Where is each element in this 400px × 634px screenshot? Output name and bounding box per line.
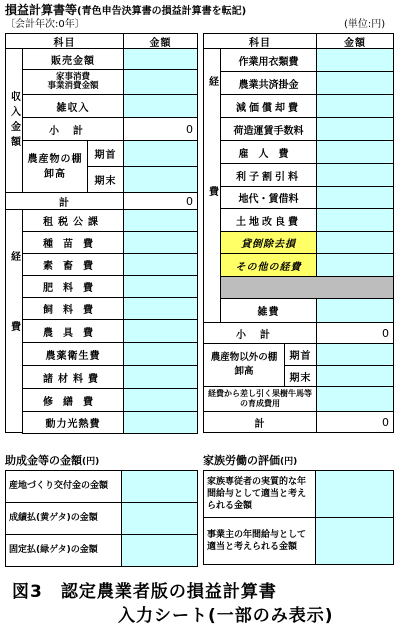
left-col-amount: 金額 bbox=[123, 33, 198, 49]
owner-wage-label: 事業主の年間給与として適当と考えられる金額 bbox=[203, 517, 316, 565]
left-expense-label: 諸材料費 bbox=[22, 365, 124, 389]
revenue-group-label: 収入金額 bbox=[5, 48, 23, 193]
right-expense-label: 減価償却費 bbox=[220, 94, 317, 118]
family-labor-title-text: 家族労働の評価 bbox=[203, 454, 280, 467]
left-expense-input[interactable] bbox=[123, 365, 198, 389]
misc-expense-input[interactable] bbox=[316, 298, 394, 323]
doc-title-main: 損益計算書等 bbox=[5, 3, 78, 17]
right-expense-label: 作業用衣類費 bbox=[220, 48, 317, 72]
right-expense-label: 土地改良費 bbox=[220, 208, 317, 232]
nonfarm-inv-end-label: 期末 bbox=[284, 365, 317, 387]
left-expense-label: 租税公課 bbox=[22, 209, 124, 232]
family-labor-unit: (円) bbox=[280, 457, 298, 467]
orchard-livestock-deduction-label: 経費から差し引く果樹牛馬等の育成費用 bbox=[203, 386, 317, 412]
left-expense-input[interactable] bbox=[123, 342, 198, 366]
sales-label: 販売金額 bbox=[22, 48, 124, 70]
farm-inventory-label: 農産物の棚卸高 bbox=[22, 140, 88, 193]
left-total-label: 計 bbox=[5, 192, 124, 210]
other-expense-label: その他の経費 bbox=[220, 253, 317, 277]
family-worker-wage-input[interactable] bbox=[315, 470, 394, 518]
left-expense-label: 動力光熱費 bbox=[22, 411, 124, 434]
left-expense-label: 種苗費 bbox=[22, 231, 124, 254]
left-expense-input[interactable] bbox=[123, 297, 198, 320]
household-line2: 事業消費金額 bbox=[47, 81, 99, 91]
right-expense-label: 荷造運賃手数料 bbox=[220, 117, 317, 141]
farm-inv-end-input[interactable] bbox=[123, 166, 198, 193]
fiscal-year: 〔会計年次:0年〕 bbox=[5, 19, 85, 30]
left-expense-label: 肥料費 bbox=[22, 275, 124, 298]
subsidy-label: 成績払(黄ゲタ)の金額 bbox=[5, 502, 122, 535]
nonfarm-inventory-label: 農産物以外の棚卸高 bbox=[203, 343, 285, 387]
right-expense-input[interactable] bbox=[316, 94, 394, 118]
left-expense-input[interactable] bbox=[123, 275, 198, 298]
left-expense-input[interactable] bbox=[123, 253, 198, 276]
left-expense-input[interactable] bbox=[123, 411, 198, 434]
left-expense-input[interactable] bbox=[123, 231, 198, 254]
figure-caption-line2: 入力シート(一部のみ表示) bbox=[118, 606, 334, 626]
right-total-label: 計 bbox=[203, 411, 317, 433]
right-expense-input[interactable] bbox=[316, 117, 394, 141]
right-expense-label: 地代・賃借料 bbox=[220, 186, 317, 209]
left-expense-label: 素畜費 bbox=[22, 253, 124, 276]
left-expense-input[interactable] bbox=[123, 388, 198, 412]
family-labor-title bbox=[203, 455, 297, 467]
left-subtotal-value: 0 bbox=[123, 117, 198, 141]
right-subtotal-value: 0 bbox=[316, 322, 394, 344]
right-expense-label: 雇人費 bbox=[220, 140, 317, 164]
right-subtotal-label: 小計 bbox=[203, 322, 317, 344]
subsidy-title bbox=[5, 455, 99, 467]
left-expense-group-label: 経費 bbox=[5, 209, 23, 433]
left-expense-input[interactable] bbox=[123, 319, 198, 343]
right-expense-input[interactable] bbox=[316, 186, 394, 209]
unit-label: (単位:円) bbox=[344, 19, 386, 30]
right-expense-input[interactable] bbox=[316, 71, 394, 95]
farm-inv-start-label: 期首 bbox=[87, 140, 124, 167]
figure-caption-line1: 図3 認定農業者版の損益計算書 bbox=[12, 582, 277, 602]
right-expense-label: 利子割引料 bbox=[220, 163, 317, 187]
disabled-row bbox=[220, 276, 394, 299]
subsidy-input[interactable] bbox=[121, 470, 198, 503]
misc-income-input[interactable] bbox=[123, 94, 198, 118]
right-expense-input[interactable] bbox=[316, 163, 394, 187]
household-consumption-label bbox=[22, 69, 124, 95]
right-expense-group-label: 経費 bbox=[203, 48, 221, 323]
bad-debt-label: 貸倒除去損 bbox=[220, 231, 317, 254]
doc-title-note: (青色申告決算書の損益計算書を転記) bbox=[77, 6, 247, 17]
nonfarm-inv-start-label: 期首 bbox=[284, 343, 317, 366]
left-expense-label: 農薬衛生費 bbox=[22, 342, 124, 366]
misc-income-label: 雑収入 bbox=[22, 94, 124, 118]
left-subtotal-label: 小計 bbox=[22, 117, 124, 141]
left-expense-label: 農具費 bbox=[22, 319, 124, 343]
subsidy-input[interactable] bbox=[121, 502, 198, 535]
misc-expense-label: 雑費 bbox=[220, 298, 317, 323]
right-col-item: 科目 bbox=[203, 33, 317, 49]
right-expense-input[interactable] bbox=[316, 140, 394, 164]
nonfarm-inv-end-input[interactable] bbox=[316, 365, 394, 387]
right-expense-label: 農業共済掛金 bbox=[220, 71, 317, 95]
family-worker-wage-label: 家族専従者の実質的な年間給与として適当と考えられる金額 bbox=[203, 470, 316, 518]
right-expense-input[interactable] bbox=[316, 208, 394, 232]
left-total-value: 0 bbox=[123, 192, 198, 210]
right-total-value: 0 bbox=[316, 411, 394, 433]
left-expense-label: 修繕費 bbox=[22, 388, 124, 412]
subsidy-unit: (円) bbox=[82, 457, 100, 467]
bad-debt-input[interactable] bbox=[316, 231, 394, 254]
left-col-item: 科目 bbox=[5, 33, 124, 49]
nonfarm-inv-start-input[interactable] bbox=[316, 343, 394, 366]
subsidy-label: 固定払(緑ゲタ)の金額 bbox=[5, 534, 122, 567]
left-expense-label: 飼料費 bbox=[22, 297, 124, 320]
subsidy-title-text: 助成金等の金額 bbox=[5, 454, 82, 467]
left-expense-input[interactable] bbox=[123, 209, 198, 232]
farm-inv-end-label: 期末 bbox=[87, 166, 124, 193]
other-expense-input[interactable] bbox=[316, 253, 394, 277]
right-expense-input[interactable] bbox=[316, 48, 394, 72]
right-col-amount: 金額 bbox=[316, 33, 394, 49]
subsidy-input[interactable] bbox=[121, 534, 198, 567]
household-consumption-input[interactable] bbox=[123, 69, 198, 95]
subsidy-label: 産地づくり交付金の金額 bbox=[5, 470, 122, 503]
owner-wage-input[interactable] bbox=[315, 517, 394, 565]
doc-title bbox=[5, 4, 246, 17]
farm-inv-start-input[interactable] bbox=[123, 140, 198, 167]
sales-input[interactable] bbox=[123, 48, 198, 70]
household-line1: 家事消費 bbox=[55, 72, 90, 83]
orchard-livestock-deduction-input[interactable] bbox=[316, 386, 394, 412]
